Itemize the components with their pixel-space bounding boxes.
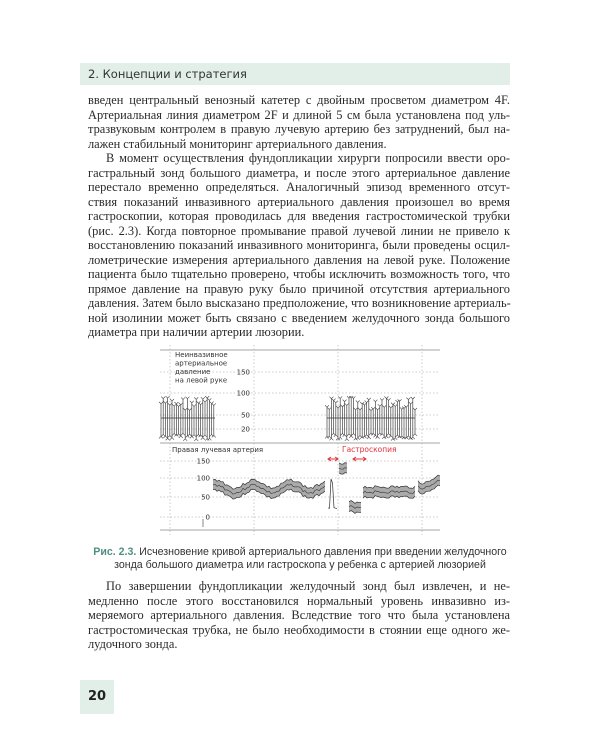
panel-label: Неинвазивное [175,351,228,359]
event-arrow [328,457,338,461]
figure-2-3-bp-chart [150,345,450,535]
y-tick-label: 20 [241,425,250,434]
running-header [80,63,510,85]
caption-label: Рис. 2.3. [93,546,137,558]
text-line: лудочного зонда. [88,637,178,651]
text-line: давления. Затем было высказано предположение, что возникновение артериаль- [88,296,511,310]
y-tick-label: 100 [236,389,250,398]
text-line: ствия показаний инвазивного артериального давления произошел во время [88,194,510,209]
y-tick-label: 100 [196,474,210,483]
text-line: гастроскопии, которая проводилась для введения гастростомической трубки [88,209,510,223]
gastroscopy-label: Гастроскопия [342,445,397,454]
text-line: Артериальная линия диаметром 2F и длиной 5 см была установлена под уль- [88,107,510,122]
panel-label: на левой руке [175,376,228,385]
text-line: прямое давление на правую руку было причиной отсутствия артериального [88,281,510,296]
text-line: диаметра при наличии артерии люзории. [88,325,305,339]
text-line: тразвуковым контролем в правую лучевую артерию без затруднений, был на- [88,122,510,136]
chapter-title: 2. Концепции и стратегия [88,67,247,81]
text-line: перестало временно определяться. Аналогичный эпизод временного отсут- [88,180,510,194]
text-line: пациента было тщательно проверено, чтобы исключить возможность того, что [88,267,510,281]
event-arrow [353,457,366,461]
text-line: (рис. 2.3). Когда повторное промывание правой лучевой линии не привело к [88,223,510,238]
panel-label: давление [175,368,211,376]
arterial-trace-artifact [328,479,337,508]
y-tick-label: 150 [196,457,210,466]
page-number-box [80,680,114,714]
text-line: В момент осуществления фундопликации хирурги попросили ввести оро- [106,151,510,165]
body-text-top [88,93,510,340]
y-tick-label: 150 [236,368,250,377]
text-line: введен центральный венозный катетер с двойным просветом диаметром 4F. [88,93,510,107]
y-tick-label: 50 [241,411,250,420]
page-number: 20 [88,689,107,704]
body-text-bottom [88,579,510,652]
text-line: восстановлению показаний инвазивного мониторинга, были проведены осцил- [88,238,510,252]
text-line: лажен стабильный мониторинг артериального давления. [88,136,387,151]
y-tick-label: 0 [205,513,210,522]
panel-label: артериальное [175,359,228,368]
text-line: лометрические измерения артериального давления на левой руке. Положение [88,252,510,267]
caption-text: Исчезновение кривой артериального давления при введении желудочного зонда большого диаметра или гастроскопа у ребенка с артерией люзорией [114,546,507,571]
text-line: По завершении фундопликации желудочный зонд был извлечен, и не- [106,579,510,593]
panel-label: Правая лучевая артерия [172,446,264,454]
text-line: ной изолинии может быть связано с введением желудочного зонда большого [88,310,510,325]
text-line: гастральный зонд большого диаметра, и после этого артериальное давление [88,165,510,180]
text-line: меряемого артериального давления. Вследствие того что была установлена [88,608,510,622]
figure-caption [84,546,516,571]
y-tick-label: 50 [201,493,210,502]
text-line: гастростомическая трубка, не было необходимости в стоянии еще одного же- [88,622,510,637]
text-line: медленно после этого восстановился нормальный уровень инвазивно из- [88,593,510,608]
